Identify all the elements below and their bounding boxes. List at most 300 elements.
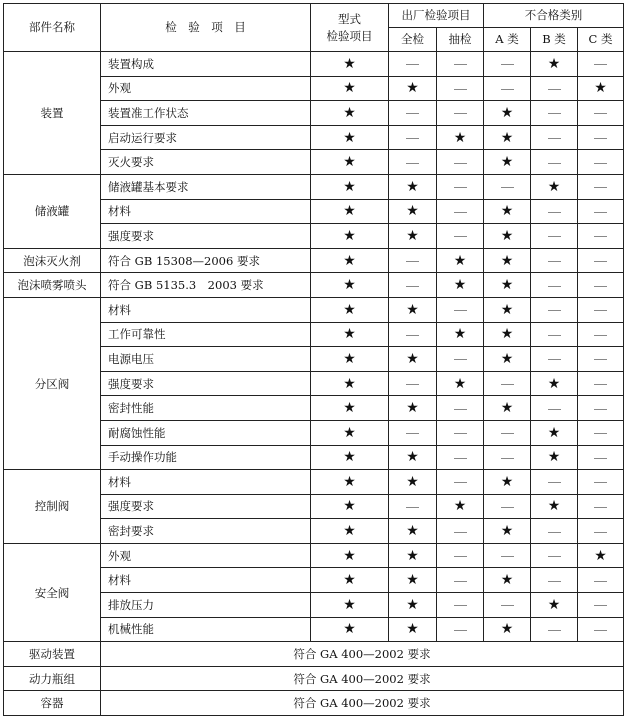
dash-icon: [594, 236, 607, 237]
dash-icon: [501, 187, 514, 188]
dash-mark: [578, 297, 624, 322]
star-icon: ★: [500, 252, 514, 269]
dash-icon: [501, 384, 514, 385]
dash-mark: [578, 371, 624, 396]
dash-mark: [578, 224, 624, 249]
star-icon: ★: [500, 621, 514, 638]
table-row: [4, 174, 624, 199]
star-icon: ★: [500, 350, 514, 367]
star-icon: ★: [547, 424, 561, 441]
dash-mark: [437, 76, 484, 101]
star-icon: ★: [343, 375, 356, 392]
dash-mark: [437, 174, 484, 199]
dash-mark: [531, 568, 578, 593]
star-mark: [578, 543, 624, 568]
star-mark: [311, 322, 389, 347]
star-mark: [389, 519, 437, 544]
dash-mark: [389, 125, 437, 150]
star-icon: ★: [453, 498, 467, 515]
part-name-cell: 控制阀: [4, 470, 101, 544]
dash-icon: [454, 630, 467, 631]
dash-mark: [578, 593, 624, 618]
dash-mark: [389, 248, 437, 273]
star-mark: [311, 396, 389, 421]
dash-mark: [437, 568, 484, 593]
part-name-cell: 装置: [4, 52, 101, 175]
item-cell: 材料: [101, 470, 311, 495]
dash-icon: [548, 113, 561, 114]
star-icon: ★: [547, 375, 561, 392]
item-cell: 外观: [101, 76, 311, 101]
dash-mark: [437, 199, 484, 224]
dash-icon: [548, 236, 561, 237]
star-icon: ★: [406, 400, 419, 417]
star-mark: [484, 322, 531, 347]
dash-mark: [531, 297, 578, 322]
star-mark: [311, 617, 389, 642]
dash-icon: [594, 261, 607, 262]
star-mark: [531, 420, 578, 445]
dash-icon: [594, 532, 607, 533]
star-icon: ★: [343, 424, 356, 441]
dash-icon: [454, 556, 467, 557]
star-mark: [389, 76, 437, 101]
header-sample-check: 抽检: [437, 28, 484, 52]
footer-row: [4, 666, 624, 691]
star-icon: ★: [406, 350, 419, 367]
star-mark: [437, 494, 484, 519]
dash-icon: [454, 433, 467, 434]
dash-icon: [548, 89, 561, 90]
dash-mark: [531, 396, 578, 421]
dash-mark: [531, 101, 578, 126]
dash-icon: [454, 482, 467, 483]
dash-mark: [578, 101, 624, 126]
star-mark: [311, 420, 389, 445]
star-icon: ★: [343, 178, 356, 195]
star-icon: ★: [343, 473, 356, 490]
star-icon: ★: [343, 227, 356, 244]
item-cell: 强度要求: [101, 371, 311, 396]
part-name-cell: 安全阀: [4, 543, 101, 641]
star-icon: ★: [453, 129, 467, 146]
table-row: [4, 52, 624, 77]
star-mark: [311, 297, 389, 322]
star-icon: ★: [594, 80, 607, 97]
dash-mark: [484, 174, 531, 199]
footer-row: [4, 642, 624, 667]
dash-icon: [454, 64, 467, 65]
dash-icon: [594, 335, 607, 336]
dash-icon: [406, 138, 419, 139]
dash-icon: [594, 458, 607, 459]
star-icon: ★: [500, 523, 514, 540]
dash-icon: [594, 409, 607, 410]
star-icon: ★: [343, 129, 356, 146]
dash-mark: [578, 52, 624, 77]
dash-mark: [437, 543, 484, 568]
star-icon: ★: [343, 80, 356, 97]
dash-icon: [548, 630, 561, 631]
star-mark: [389, 396, 437, 421]
star-icon: ★: [343, 400, 356, 417]
dash-mark: [531, 76, 578, 101]
star-icon: ★: [547, 178, 561, 195]
dash-icon: [454, 163, 467, 164]
dash-icon: [454, 458, 467, 459]
dash-icon: [454, 89, 467, 90]
dash-icon: [548, 163, 561, 164]
star-icon: ★: [343, 203, 356, 220]
dash-mark: [437, 224, 484, 249]
star-icon: ★: [500, 277, 514, 294]
item-cell: 外观: [101, 543, 311, 568]
dash-icon: [454, 409, 467, 410]
star-icon: ★: [500, 473, 514, 490]
star-mark: [311, 248, 389, 273]
dash-icon: [594, 507, 607, 508]
dash-icon: [548, 138, 561, 139]
item-cell: 装置准工作状态: [101, 101, 311, 126]
dash-mark: [578, 396, 624, 421]
star-icon: ★: [343, 449, 356, 466]
dash-mark: [578, 125, 624, 150]
dash-mark: [437, 347, 484, 372]
star-icon: ★: [343, 326, 356, 343]
star-mark: [311, 101, 389, 126]
star-mark: [531, 371, 578, 396]
star-icon: ★: [343, 154, 356, 171]
dash-mark: [531, 224, 578, 249]
star-mark: [531, 174, 578, 199]
dash-icon: [548, 556, 561, 557]
item-cell: 机械性能: [101, 617, 311, 642]
dash-icon: [454, 359, 467, 360]
dash-mark: [437, 519, 484, 544]
star-icon: ★: [406, 621, 419, 638]
dash-icon: [406, 433, 419, 434]
dash-icon: [594, 384, 607, 385]
star-mark: [311, 52, 389, 77]
star-icon: ★: [343, 55, 356, 72]
star-mark: [484, 150, 531, 175]
star-mark: [484, 617, 531, 642]
dash-icon: [594, 310, 607, 311]
star-mark: [484, 199, 531, 224]
header-item: 检 验 项 目: [101, 4, 311, 52]
part-name-cell: 驱动装置: [4, 642, 101, 667]
dash-mark: [578, 273, 624, 298]
dash-mark: [484, 52, 531, 77]
dash-icon: [594, 286, 607, 287]
star-icon: ★: [406, 227, 419, 244]
item-cell: 符合 GB 5135.3 2003 要求: [101, 273, 311, 298]
star-icon: ★: [500, 227, 514, 244]
star-mark: [484, 248, 531, 273]
header-factory-test: 出厂检验项目: [389, 4, 484, 28]
star-icon: ★: [500, 572, 514, 589]
dash-mark: [578, 322, 624, 347]
table-row: [4, 543, 624, 568]
dash-mark: [531, 543, 578, 568]
star-mark: [437, 322, 484, 347]
header-part-name: 部件名称: [4, 4, 101, 52]
star-mark: [311, 470, 389, 495]
dash-icon: [501, 556, 514, 557]
dash-icon: [501, 458, 514, 459]
dash-icon: [501, 89, 514, 90]
item-cell: 强度要求: [101, 494, 311, 519]
item-cell: 密封要求: [101, 519, 311, 544]
dash-icon: [454, 605, 467, 606]
dash-mark: [578, 199, 624, 224]
dash-icon: [454, 310, 467, 311]
dash-icon: [406, 335, 419, 336]
star-icon: ★: [406, 80, 419, 97]
item-cell: 储液罐基本要求: [101, 174, 311, 199]
dash-icon: [406, 286, 419, 287]
part-name-cell: 泡沫喷雾喷头: [4, 273, 101, 298]
dash-icon: [548, 335, 561, 336]
dash-mark: [531, 617, 578, 642]
star-icon: ★: [343, 547, 356, 564]
dash-mark: [531, 470, 578, 495]
dash-mark: [437, 470, 484, 495]
dash-icon: [594, 64, 607, 65]
dash-icon: [454, 212, 467, 213]
item-cell: 装置构成: [101, 52, 311, 77]
dash-icon: [501, 507, 514, 508]
star-mark: [437, 248, 484, 273]
dash-icon: [548, 359, 561, 360]
star-mark: [389, 224, 437, 249]
star-icon: ★: [406, 473, 419, 490]
dash-mark: [531, 150, 578, 175]
star-mark: [437, 125, 484, 150]
requirement-cell: 符合 GA 400—2002 要求: [101, 666, 624, 691]
star-mark: [389, 568, 437, 593]
star-icon: ★: [406, 547, 419, 564]
dash-icon: [501, 433, 514, 434]
star-mark: [311, 519, 389, 544]
dash-mark: [437, 297, 484, 322]
item-cell: 材料: [101, 297, 311, 322]
dash-icon: [548, 581, 561, 582]
dash-mark: [484, 494, 531, 519]
star-mark: [531, 593, 578, 618]
item-cell: 耐腐蚀性能: [101, 420, 311, 445]
dash-mark: [437, 101, 484, 126]
item-cell: 启动运行要求: [101, 125, 311, 150]
dash-mark: [484, 445, 531, 470]
part-name-cell: 分区阀: [4, 297, 101, 469]
header-class-a: A 类: [484, 28, 531, 52]
dash-mark: [437, 445, 484, 470]
dash-mark: [531, 125, 578, 150]
dash-icon: [548, 212, 561, 213]
dash-icon: [594, 113, 607, 114]
dash-icon: [501, 64, 514, 65]
dash-mark: [578, 470, 624, 495]
requirement-cell: 符合 GA 400—2002 要求: [101, 691, 624, 716]
star-mark: [389, 617, 437, 642]
dash-mark: [389, 420, 437, 445]
star-mark: [389, 543, 437, 568]
table-row: [4, 273, 624, 298]
dash-mark: [437, 617, 484, 642]
star-icon: ★: [406, 523, 419, 540]
dash-icon: [454, 187, 467, 188]
dash-icon: [454, 236, 467, 237]
star-mark: [484, 519, 531, 544]
star-mark: [484, 273, 531, 298]
star-icon: ★: [406, 449, 419, 466]
dash-icon: [548, 286, 561, 287]
star-mark: [311, 150, 389, 175]
dash-icon: [406, 163, 419, 164]
dash-mark: [389, 273, 437, 298]
part-name-cell: 储液罐: [4, 174, 101, 248]
star-mark: [484, 125, 531, 150]
item-cell: 工作可靠性: [101, 322, 311, 347]
star-mark: [311, 494, 389, 519]
star-icon: ★: [343, 350, 356, 367]
dash-mark: [484, 593, 531, 618]
table-row: [4, 470, 624, 495]
dash-mark: [531, 322, 578, 347]
star-icon: ★: [500, 400, 514, 417]
star-mark: [531, 445, 578, 470]
star-mark: [311, 568, 389, 593]
dash-icon: [548, 482, 561, 483]
header-full-check: 全检: [389, 28, 437, 52]
dash-mark: [578, 445, 624, 470]
star-icon: ★: [343, 252, 356, 269]
item-cell: 材料: [101, 199, 311, 224]
star-icon: ★: [500, 301, 514, 318]
star-icon: ★: [406, 178, 419, 195]
dash-icon: [548, 532, 561, 533]
star-mark: [437, 273, 484, 298]
part-name-cell: 容器: [4, 691, 101, 716]
dash-icon: [548, 409, 561, 410]
star-mark: [389, 199, 437, 224]
dash-icon: [594, 138, 607, 139]
item-cell: 符合 GB 15308—2006 要求: [101, 248, 311, 273]
dash-icon: [594, 359, 607, 360]
star-mark: [311, 273, 389, 298]
star-mark: [484, 396, 531, 421]
dash-mark: [484, 420, 531, 445]
dash-icon: [594, 482, 607, 483]
dash-icon: [548, 261, 561, 262]
item-cell: 排放压力: [101, 593, 311, 618]
star-icon: ★: [453, 375, 467, 392]
star-mark: [311, 174, 389, 199]
dash-mark: [437, 396, 484, 421]
dash-icon: [594, 187, 607, 188]
header-class-b: B 类: [531, 28, 578, 52]
star-icon: ★: [406, 301, 419, 318]
star-mark: [389, 470, 437, 495]
star-icon: ★: [343, 572, 356, 589]
star-icon: ★: [343, 596, 356, 613]
star-mark: [484, 101, 531, 126]
star-icon: ★: [547, 449, 561, 466]
star-icon: ★: [500, 326, 514, 343]
item-cell: 材料: [101, 568, 311, 593]
dash-mark: [578, 174, 624, 199]
part-name-cell: 泡沫灭火剂: [4, 248, 101, 273]
dash-mark: [578, 519, 624, 544]
star-icon: ★: [500, 104, 514, 121]
table-row: [4, 248, 624, 273]
star-mark: [311, 543, 389, 568]
star-icon: ★: [547, 55, 561, 72]
header-class-c: C 类: [578, 28, 624, 52]
dash-mark: [389, 322, 437, 347]
dash-icon: [406, 261, 419, 262]
dash-mark: [578, 420, 624, 445]
dash-mark: [531, 347, 578, 372]
star-mark: [311, 224, 389, 249]
header-type-test: [311, 4, 389, 52]
dash-icon: [454, 532, 467, 533]
dash-icon: [594, 163, 607, 164]
star-icon: ★: [500, 154, 514, 171]
star-mark: [389, 297, 437, 322]
star-mark: [389, 174, 437, 199]
star-mark: [437, 371, 484, 396]
dash-icon: [406, 507, 419, 508]
dash-mark: [578, 150, 624, 175]
dash-mark: [578, 248, 624, 273]
dash-icon: [454, 113, 467, 114]
star-mark: [484, 224, 531, 249]
requirement-cell: 符合 GA 400—2002 要求: [101, 642, 624, 667]
footer-row: [4, 691, 624, 716]
dash-mark: [484, 76, 531, 101]
star-icon: ★: [547, 596, 561, 613]
star-icon: ★: [453, 252, 467, 269]
star-mark: [484, 347, 531, 372]
dash-icon: [454, 581, 467, 582]
inspection-table: [3, 3, 624, 716]
star-icon: ★: [343, 104, 356, 121]
dash-mark: [389, 52, 437, 77]
dash-icon: [548, 310, 561, 311]
dash-icon: [594, 630, 607, 631]
star-icon: ★: [406, 203, 419, 220]
item-cell: 电源电压: [101, 347, 311, 372]
dash-mark: [578, 568, 624, 593]
dash-mark: [389, 371, 437, 396]
dash-mark: [484, 371, 531, 396]
star-icon: ★: [547, 498, 561, 515]
star-mark: [578, 76, 624, 101]
star-mark: [311, 199, 389, 224]
table-row: [4, 297, 624, 322]
star-mark: [389, 347, 437, 372]
dash-icon: [406, 384, 419, 385]
header-row-1: [4, 4, 624, 28]
star-mark: [311, 76, 389, 101]
item-cell: 密封性能: [101, 396, 311, 421]
dash-mark: [531, 248, 578, 273]
header-type-test-line1: 型式: [338, 11, 361, 26]
header-type-test-line2: 检验项目: [326, 28, 373, 43]
dash-icon: [594, 433, 607, 434]
